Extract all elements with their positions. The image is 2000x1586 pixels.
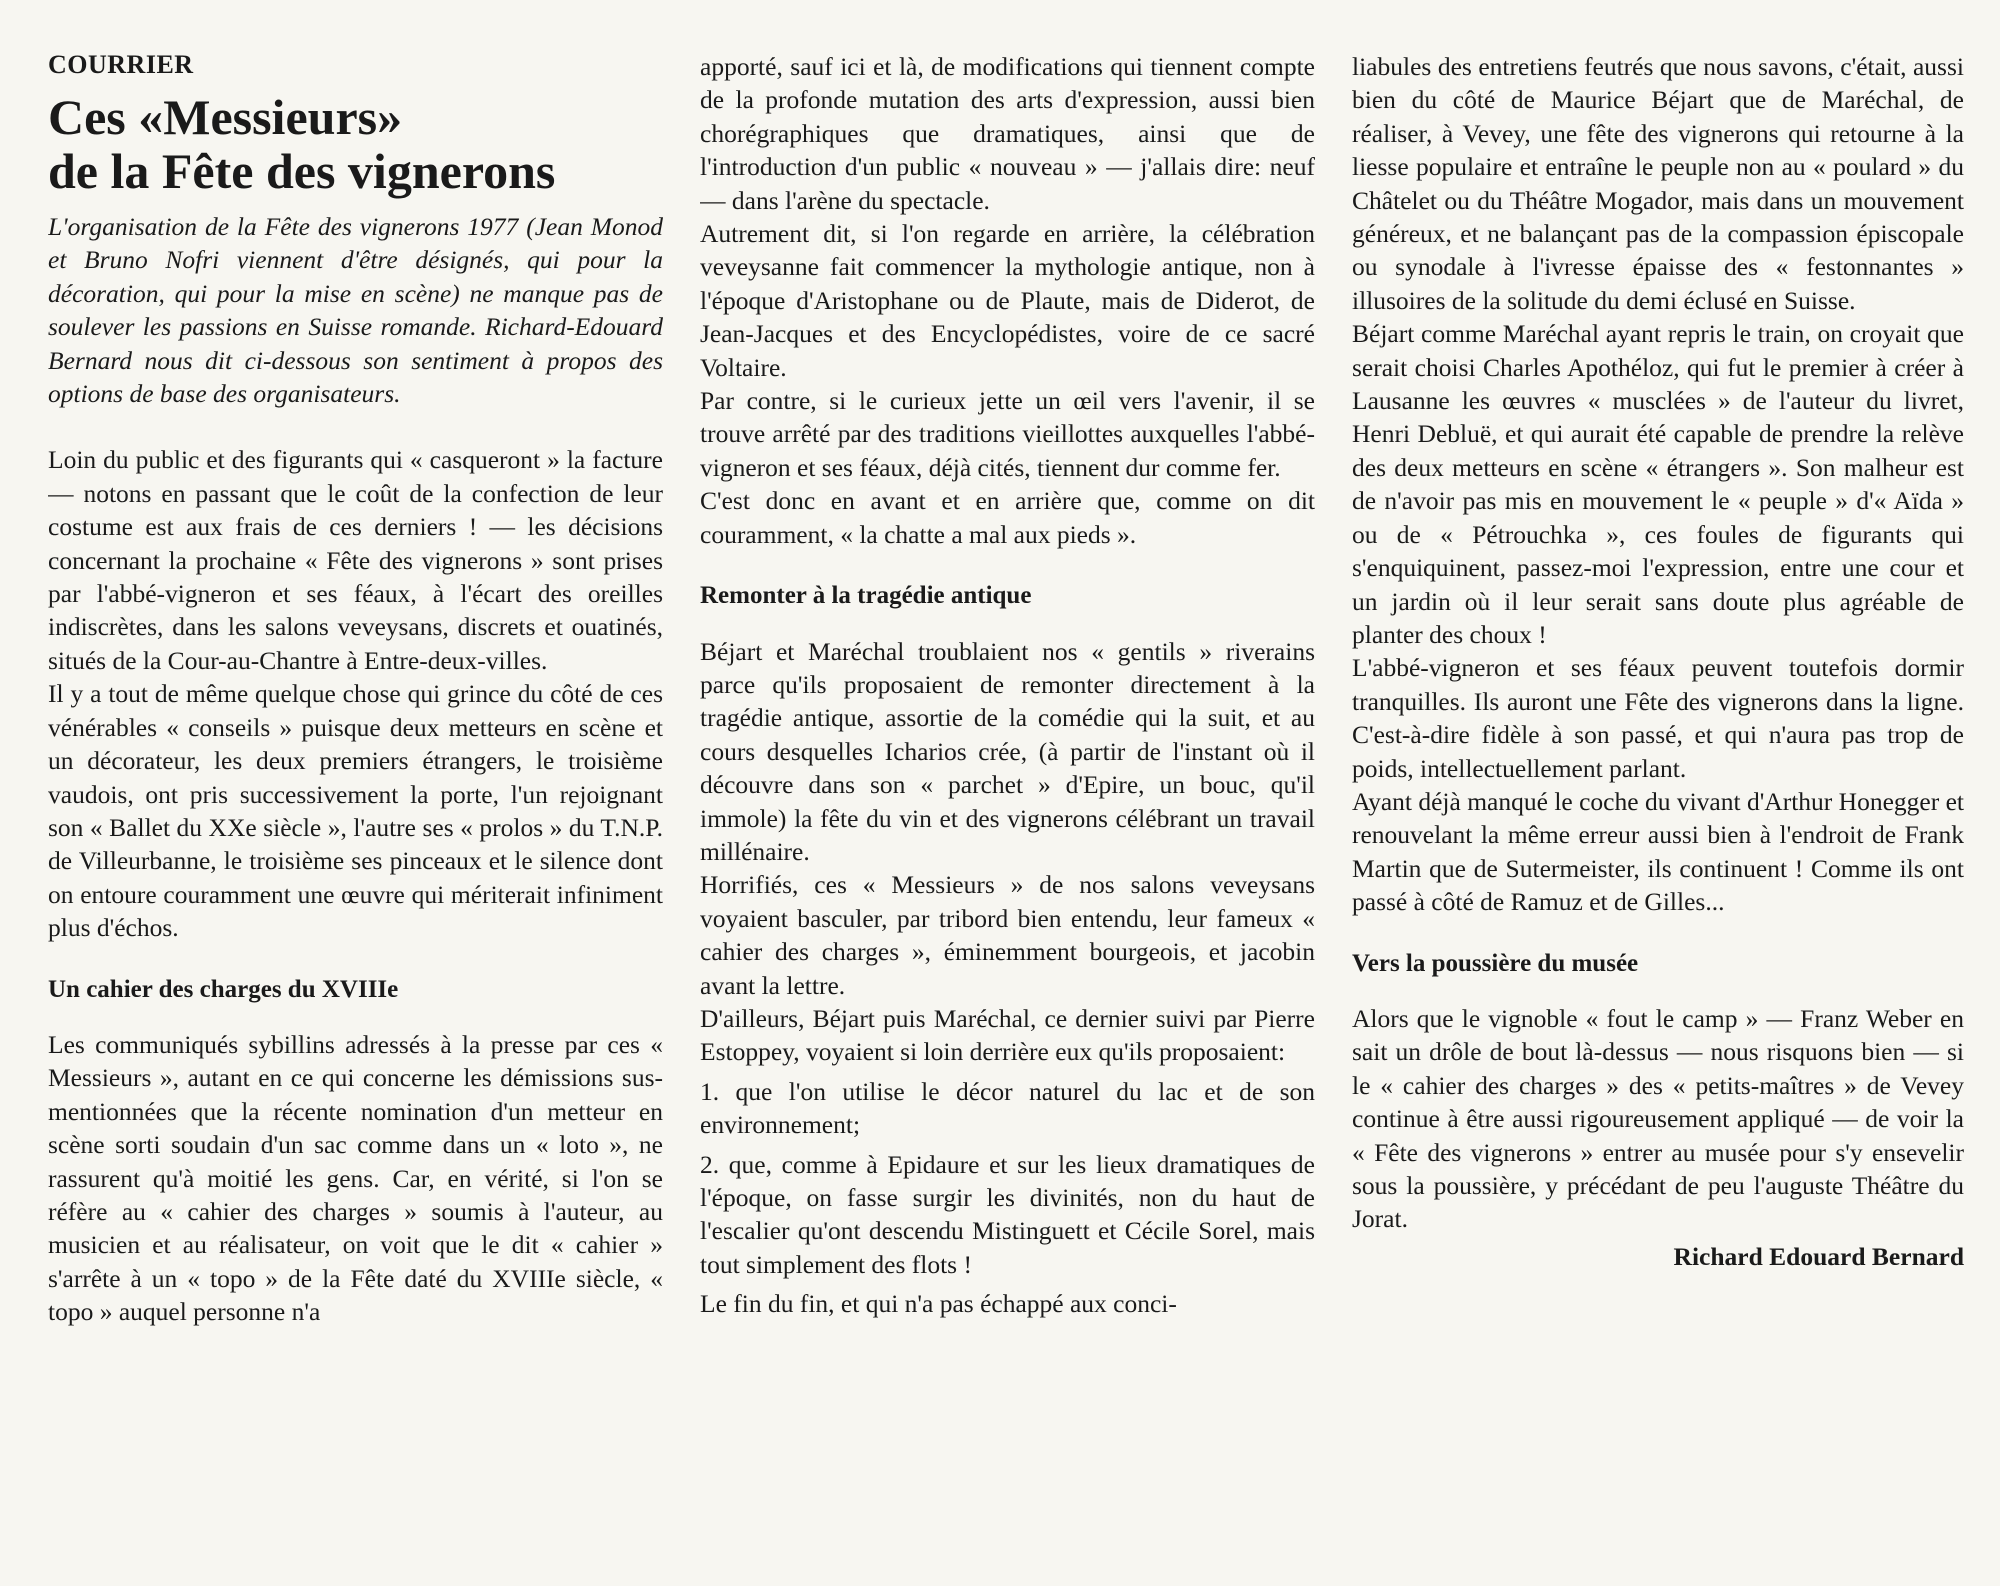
paragraph: Béjart et Maréchal troublaient nos « gentils » riverains parce qu'ils proposaient de remonter directement à la tragédie antique, assortie de la comédie qui la suit, et au cours desquelles Icharios crée, (à partir de l'instant où il découvre dans son « parchet » d'Epire, un bouc, qu'il immole) la fête du vin et des vignerons célébrant un travail millénaire. <box>700 636 1315 866</box>
column-2 <box>700 50 1315 1560</box>
headline-line-1: Ces «Messieurs» <box>48 89 403 145</box>
subheading: Remonter à la tragédie antique <box>700 582 1032 610</box>
paragraph: Les communiqués sybillins adressés à la presse par ces « Messieurs », autant en ce qui concerne les démissions sus-mentionnées que la récente nomination d'un metteur en scène sorti soudain d'un sac comme dans un « loto », ne rassurent qu'à moitié les gens. Car, en vérité, si l'on se réfère au « cahier des charges » soumis à l'auteur, au musicien et au réalisateur, on voit que le dit « cahier » s'arrête à un « topo » de la Fête daté du XVIIIe siècle, « topo » auquel personne n'a <box>48 1029 663 1327</box>
list-item: 2. que, comme à Epidaure et sur les lieux dramatiques de l'époque, on fasse surgir les divinités, non du haut de l'escalier qu'ont descendu Mistinguett et Cécile Sorel, mais tout simplement des flots ! <box>700 1149 1315 1279</box>
column-1 <box>48 50 663 1560</box>
paragraph: Loin du public et des figurants qui « casqueront » la facture — notons en passant que le coût de la confection de leur costume est aux frais de ces derniers ! — les décisions concernant la prochaine « Fête des vignerons » sont prises par l'abbé-vigneron et ses féaux, à l'écart des oreilles indiscrètes, dans les salons veveysans, discrets et ouatinés, situés de la Cour-au-Chantre à Entre-deux-villes. <box>48 445 663 675</box>
paragraph: Autrement dit, si l'on regarde en arrière, la célébration veveysanne fait commencer la mythologie antique, non à l'époque d'Aristophane ou de Plaute, mais de Diderot, de Jean-Jacques et des Encyclopédistes, voire de ce sacré Voltaire. <box>700 219 1315 382</box>
author-signature: Richard Edouard Bernard <box>1673 1241 1964 1271</box>
paragraph: Alors que le vignoble « fout le camp » — Franz Weber en sait un drôle de bout là-dessus — nous risquons bien — si le « cahier des charges » des « petits-maîtres » de Vevey continue à être aussi rigoureusement appliqué — de voir la « Fête des vignerons » entrer au musée pour s'y ensevelir sous la poussière, y précédant de peu l'auguste Théâtre du Jorat. <box>1352 1003 1964 1234</box>
paragraph: liabules des entretiens feutrés que nous savons, c'était, aussi bien du côté de Maurice Béjart que de Maréchal, de réaliser, à Vevey, une fête des vignerons qui retourne à la liesse populaire et entraîne le peuple non au « poulard » du Châtelet ou du Théâtre Mogador, mais dans un mouvement généreux, et ne balançant pas de la compassion épiscopale ou synodale à l'ivresse épaisse des « festonnantes » illusoires de la solitude du demi éclusé en Suisse. <box>1352 52 1964 315</box>
headline-line-2: de la Fête des vignerons <box>48 143 556 199</box>
article-intro: L'organisation de la Fête des vignerons 1977 (Jean Monod et Bruno Nofri viennent d'être désignés, qui pour la décoration, qui pour la mise en scène) ne manque pas de soulever les passions en Suisse romande. Richard-Edouard Bernard nous dit ci-dessous son sentiment à propos des options de base des organisateurs. <box>48 212 663 409</box>
section-label: COURRIER <box>48 50 194 79</box>
subheading: Un cahier des charges du XVIIIe <box>48 975 399 1003</box>
spacer <box>48 410 663 443</box>
paragraph: C'est donc en avant et en arrière que, comme on dit couramment, « la chatte a mal aux pieds ». <box>700 486 1315 549</box>
paragraph: Il y a tout de même quelque chose qui grince du côté de ces vénérables « conseils » puisque deux metteurs en scène et un décorateur, les deux premiers étrangers, le troisième vaudois, ont pris successivement la porte, l'un rejoignant son « Ballet du XXe siècle », l'autre ses « prolos » du T.N.P. de Villeurbanne, le troisième ses pinceaux et le silence dont on entoure couramment une œuvre qui mériterait infiniment plus d'échos. <box>48 679 663 943</box>
paragraph: Par contre, si le curieux jette un œil vers l'avenir, il se trouve arrêté par des traditions vieillottes auxquelles l'abbé-vigneron et ses féaux, déjà cités, tiennent dur comme fer. <box>700 386 1315 482</box>
subheading: Vers la poussière du musée <box>1352 949 1639 977</box>
paragraph: D'ailleurs, Béjart puis Maréchal, ce dernier suivi par Pierre Estoppey, voyaient si loin derrière eux qu'ils proposaient: <box>700 1003 1315 1067</box>
list-item: 1. que l'on utilise le décor naturel du lac et de son environnement; <box>700 1076 1315 1140</box>
column-3 <box>1352 50 1964 1560</box>
paragraph: Béjart comme Maréchal ayant repris le train, on croyait que serait choisi Charles Apothéloz, qui fut le premier à créer à Lausanne les œuvres « musclées » de l'auteur du livret, Henri Debluë, et qui aurait été capable de prendre la relève des deux metteurs en scène « étrangers ». Son malheur est de n'avoir pas mis en mouvement le « peuple » d'« Aïda » ou de « Pétrouchka », ces foules de figurants qui s'enquiquinent, passez-moi l'expression, entre une cour et un jardin où il leur serait sans doute plus agréable de planter des choux ! <box>1352 319 1964 649</box>
paragraph: apporté, sauf ici et là, de modifications qui tiennent compte de la profonde mutation des arts d'expression, aussi bien chorégraphiques que dramatiques, ainsi que de l'introduction d'un public « nouveau » — j'allais dire: neuf — dans l'arène du spectacle. <box>700 52 1315 215</box>
paragraph: Horrifiés, ces « Messieurs » de nos salons veveysans voyaient basculer, par tribord bien entendu, leur fameux « cahier des charges », éminemment bourgeois, et jacobin avant la lettre. <box>700 870 1315 1000</box>
paragraph: Ayant déjà manqué le coche du vivant d'Arthur Honegger et renouvelant la même erreur aussi bien à l'endroit de Frank Martin que de Sutermeister, ils continuent ! Comme ils ont passé à côté de Ramuz et de Gilles... <box>1352 786 1964 917</box>
paragraph: L'abbé-vigneron et ses féaux peuvent toutefois dormir tranquilles. Ils auront une Fête des vignerons dans la ligne. C'est-à-dire fidèle à son passé, et qui n'aura pas trop de poids, intellectuellement parlant. <box>1352 653 1964 783</box>
paragraph: Le fin du fin, et qui n'a pas échappé aux conci- <box>700 1289 1177 1319</box>
article-headline <box>48 90 663 198</box>
